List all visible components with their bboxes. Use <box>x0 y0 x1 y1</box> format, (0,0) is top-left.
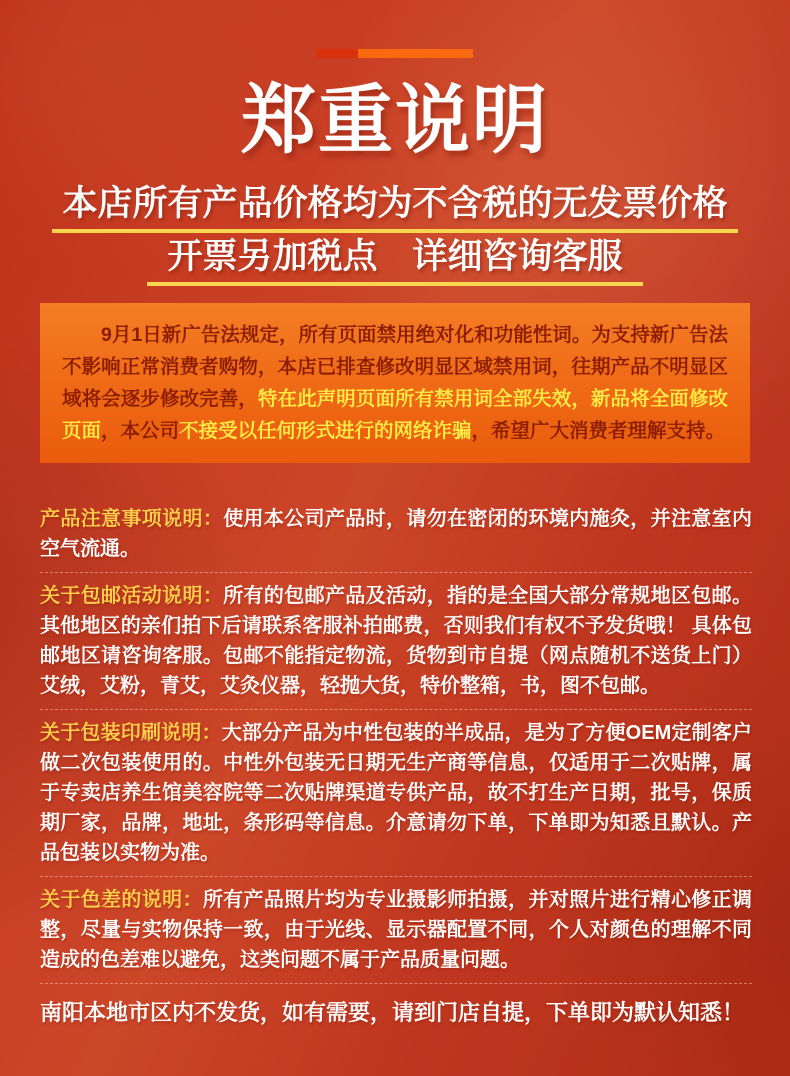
top-decor-bar <box>316 49 473 58</box>
section-body: 所有产品照片均为专业摄影师拍摄，并对照片进行精心修正调整，尽量与实物保持一致，由于光线、显示器配置不同，个人对颜色的理解不同造成的色差难以避免，这类问题不属于产品质量问题。 <box>40 889 753 971</box>
price-subtitle <box>0 184 790 290</box>
section-product-precautions <box>40 504 752 573</box>
decor-bar-right-segment <box>358 49 473 58</box>
section-heading: 关于包装印刷说明： <box>40 722 222 744</box>
subtitle-line-2-text: 开票另加税点 详细咨询客服 <box>147 237 642 286</box>
decor-bar-left-segment <box>316 49 358 58</box>
notice-segment-dark: ，希望广大消费者理解支持。 <box>471 420 726 442</box>
section-packaging-printing <box>40 710 752 877</box>
ad-law-notice-box <box>40 303 750 463</box>
section-body: 使用本公司产品时，请勿在密闭的环境内施灸，并注意室内空气流通。 <box>40 508 753 560</box>
subtitle-line-1 <box>0 184 790 233</box>
notice-segment-dark: ，本公司 <box>101 420 180 442</box>
subtitle-line-1-text: 本店所有产品价格均为不含税的无发票价格 <box>52 184 737 233</box>
section-body: 所有的包邮产品及活动，指的是全国大部分常规地区包邮。其他地区的亲们拍下后请联系客服补拍邮费，否则我们有权不予发货哦！ 具体包邮地区请咨询客服。包邮不能指定物流，货物到市自提（网点随机不送货上门）艾绒，艾粉，青艾，艾灸仪器，轻抛大货，特价整箱，书，图不包邮。 <box>40 585 753 697</box>
local-pickup-note: 南阳本地市区内不发货，如有需要，请到门店自提，下单即为默认知悉！ <box>40 1000 745 1025</box>
section-heading: 关于包邮活动说明： <box>40 585 224 607</box>
info-sections <box>40 504 752 1038</box>
page-title: 郑重说明 <box>240 78 549 162</box>
section-free-shipping <box>40 573 752 710</box>
section-heading: 关于色差的说明： <box>40 889 203 911</box>
ad-law-notice-paragraph <box>62 319 728 447</box>
section-body: 大部分产品为中性包装的半成品，是为了方便OEM定制客户做二次包装使用的。中性外包装无日期无生产商等信息，仅适用于二次贴牌，属于专卖店养生馆美容院等二次贴牌渠道专供产品，故不打生产日期，批号，保质期厂家，品牌，地址，条形码等信息。介意请勿下单，下单即为知悉且默认。产品包装以实物为准。 <box>40 722 753 864</box>
notice-segment-highlight: 不接受以任何形式进行的网络诈骗 <box>179 420 472 442</box>
notice-segment-highlight: 特在此声明页面所有禁用词全部失效，新品将全面修改页面 <box>62 388 728 442</box>
subtitle-line-2 <box>0 237 790 286</box>
notice-segment-dark: 9月1日新广告法规定，所有页面禁用绝对化和功能性词。为支持新广告法不影响正常消费者购物，本店已排查修改明显区域禁用词，往期产品不明显区域将会逐步修改完善， <box>62 324 728 410</box>
section-color-difference <box>40 877 752 984</box>
section-heading: 产品注意事项说明： <box>40 508 224 530</box>
